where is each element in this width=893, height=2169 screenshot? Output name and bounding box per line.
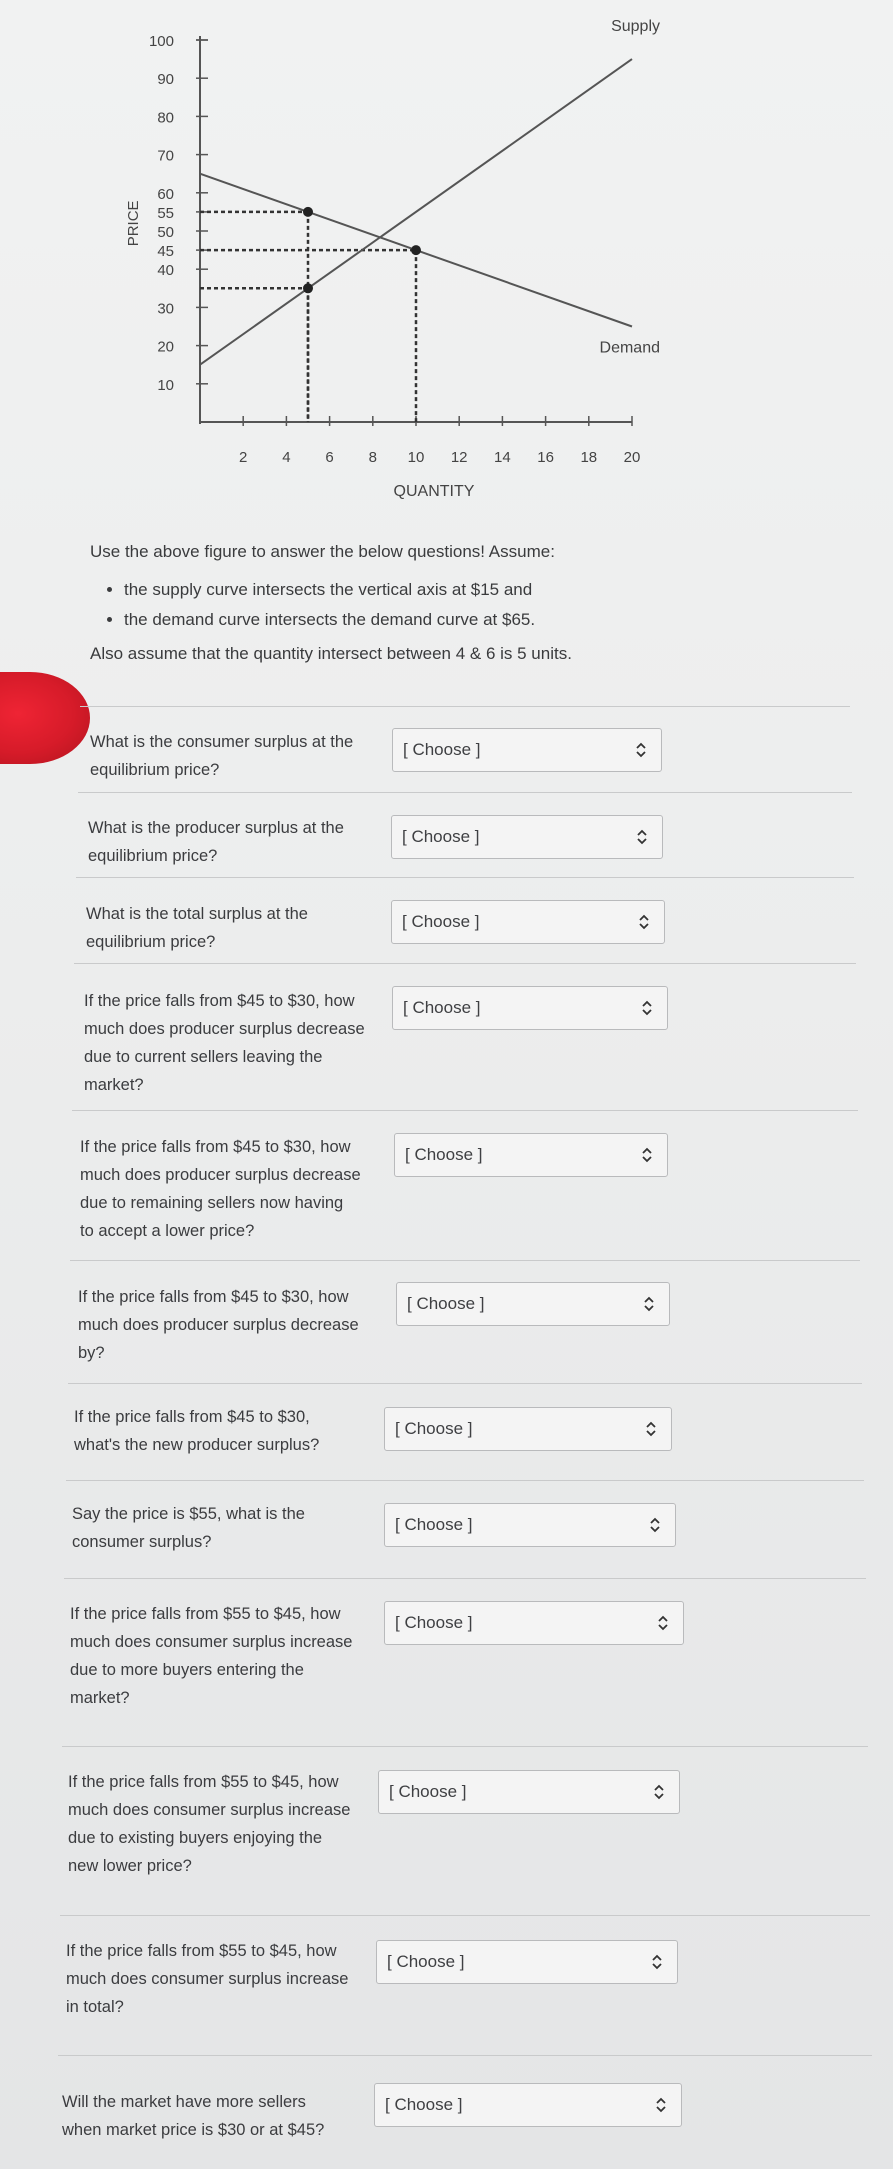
- chevron-updown-icon: [655, 2094, 667, 2116]
- question-line: by?: [78, 1344, 105, 1362]
- question-line: If the price falls from $45 to $30,: [74, 1408, 310, 1426]
- x-tick-label: 18: [580, 449, 598, 466]
- y-tick-label: 50: [157, 224, 174, 241]
- answer-dropdown[interactable]: [391, 900, 665, 944]
- chevron-updown-icon: [645, 1418, 657, 1440]
- question-line: What is the consumer surplus at the: [90, 733, 354, 751]
- marked-point: [303, 207, 313, 217]
- chevron-updown-icon: [657, 1612, 669, 1634]
- dropdown-value: [ Choose ]: [395, 1515, 473, 1534]
- question-divider: [74, 963, 856, 964]
- chevron-updown-icon: [649, 1514, 661, 1536]
- question-line: when market price is $30 or at $45?: [62, 2121, 325, 2139]
- question-line: If the price falls from $45 to $30, how: [78, 1288, 349, 1306]
- y-tick-label: 60: [157, 185, 174, 203]
- question-text: [68, 1768, 350, 1880]
- dropdown-value: [ Choose ]: [403, 998, 481, 1017]
- chevron-updown-icon: [653, 1781, 665, 1803]
- question-divider: [66, 1480, 864, 1481]
- answer-dropdown[interactable]: [392, 728, 662, 772]
- question-divider: [60, 1915, 870, 1916]
- question-text: [84, 987, 365, 1099]
- question-text: [86, 900, 308, 956]
- answer-dropdown[interactable]: [396, 1282, 670, 1326]
- question-text: [78, 1283, 359, 1367]
- x-tick-label: 10: [407, 449, 425, 466]
- question-line: to accept a lower price?: [80, 1222, 255, 1240]
- x-tick-label: 6: [325, 449, 334, 466]
- instructions: [90, 540, 790, 666]
- question-line: consumer surplus?: [72, 1533, 212, 1551]
- question-line: If the price falls from $55 to $45, how: [66, 1942, 337, 1960]
- supply-label: Supply: [611, 18, 660, 36]
- question-divider: [68, 1383, 862, 1384]
- y-tick-label: 90: [157, 71, 174, 89]
- question-text: [62, 2088, 324, 2144]
- chevron-updown-icon: [638, 911, 650, 933]
- question-line: market?: [84, 1076, 144, 1094]
- dropdown-value: [ Choose ]: [402, 912, 480, 931]
- marked-point: [411, 245, 421, 255]
- question-line: much does producer surplus decrease: [84, 1020, 365, 1038]
- question-divider: [62, 1746, 868, 1747]
- x-tick-label: 8: [368, 449, 377, 466]
- dropdown-value: [ Choose ]: [387, 1952, 465, 1971]
- question-line: due to remaining sellers now having: [80, 1194, 344, 1212]
- question-line: If the price falls from $55 to $45, how: [70, 1605, 341, 1623]
- marked-point: [303, 283, 313, 293]
- answer-dropdown[interactable]: [376, 1940, 678, 1984]
- x-tick-label: 12: [450, 449, 468, 466]
- supply-demand-chart: [0, 0, 893, 520]
- question-line: equilibrium price?: [90, 761, 220, 779]
- dropdown-value: [ Choose ]: [389, 1782, 467, 1801]
- dropdown-value: [ Choose ]: [407, 1294, 485, 1313]
- y-tick-label: 45: [157, 243, 174, 261]
- y-tick-label: 100: [148, 33, 174, 50]
- question-text: [88, 814, 344, 870]
- answer-dropdown[interactable]: [384, 1407, 672, 1451]
- assumption-list: [90, 578, 790, 632]
- chevron-updown-icon: [641, 1144, 653, 1166]
- question-text: [72, 1500, 305, 1556]
- question-line: much does consumer surplus increase: [70, 1633, 353, 1651]
- question-text: [90, 728, 353, 784]
- y-tick-label: 10: [157, 376, 174, 394]
- question-line: If the price falls from $45 to $30, how: [80, 1138, 351, 1156]
- answer-dropdown[interactable]: [374, 2083, 682, 2127]
- question-divider: [64, 1578, 866, 1579]
- question-divider: [76, 877, 854, 878]
- y-axis-label: PRICE: [125, 200, 142, 247]
- y-tick-label: 20: [157, 338, 174, 356]
- answer-dropdown[interactable]: [378, 1770, 680, 1814]
- question-line: due to current sellers leaving the: [84, 1048, 323, 1066]
- instructions-intro: Use the above figure to answer the below questions! Assume:: [90, 542, 555, 561]
- chevron-updown-icon: [641, 997, 653, 1019]
- answer-dropdown[interactable]: [391, 815, 663, 859]
- dropdown-value: [ Choose ]: [395, 1613, 473, 1632]
- question-divider: [80, 706, 850, 707]
- chevron-updown-icon: [651, 1951, 663, 1973]
- dropdown-value: [ Choose ]: [402, 827, 480, 846]
- x-tick-label: 20: [623, 449, 641, 466]
- chart-svg: [0, 0, 893, 520]
- answer-dropdown[interactable]: [384, 1503, 676, 1547]
- x-axis-label: QUANTITY: [393, 483, 475, 500]
- question-line: much does consumer surplus increase: [68, 1801, 351, 1819]
- answer-dropdown[interactable]: [392, 986, 668, 1030]
- y-tick-label: 30: [157, 300, 174, 318]
- answer-dropdown[interactable]: [394, 1133, 668, 1177]
- dropdown-value: [ Choose ]: [385, 2095, 463, 2114]
- y-tick-label: 70: [157, 147, 174, 165]
- answer-dropdown[interactable]: [384, 1601, 684, 1645]
- x-tick-label: 2: [239, 449, 248, 466]
- x-tick-label: 16: [537, 449, 554, 466]
- chevron-updown-icon: [636, 826, 648, 848]
- question-line: in total?: [66, 1998, 124, 2016]
- assumption-item: • the supply curve intersects the vertical axis at $15 and: [124, 578, 790, 602]
- dropdown-value: [ Choose ]: [395, 1419, 473, 1438]
- question-line: What is the producer surplus at the: [88, 819, 344, 837]
- question-line: What is the total surplus at the: [86, 905, 308, 923]
- y-tick-label: 40: [157, 262, 174, 280]
- question-line: market?: [70, 1689, 130, 1707]
- question-text: [74, 1403, 319, 1459]
- question-divider: [58, 2055, 872, 2056]
- question-line: equilibrium price?: [86, 933, 216, 951]
- dropdown-value: [ Choose ]: [405, 1145, 483, 1164]
- finger-overlay: [0, 672, 90, 764]
- chevron-updown-icon: [643, 1293, 655, 1315]
- question-divider: [72, 1110, 858, 1111]
- question-line: If the price falls from $45 to $30, how: [84, 992, 355, 1010]
- question-divider: [78, 792, 852, 793]
- chevron-updown-icon: [635, 739, 647, 761]
- dropdown-value: [ Choose ]: [403, 740, 481, 759]
- question-text: [80, 1133, 361, 1245]
- question-line: Will the market have more sellers: [62, 2093, 306, 2111]
- question-line: new lower price?: [68, 1857, 192, 1875]
- question-line: much does consumer surplus increase: [66, 1970, 349, 1988]
- question-line: due to existing buyers enjoying the: [68, 1829, 323, 1847]
- instructions-note: Also assume that the quantity intersect between 4 & 6 is 5 units.: [90, 644, 572, 663]
- demand-label: Demand: [599, 339, 660, 357]
- y-tick-label: 80: [157, 109, 174, 127]
- question-line: what's the new producer surplus?: [74, 1436, 320, 1454]
- question-line: equilibrium price?: [88, 847, 218, 865]
- question-line: due to more buyers entering the: [70, 1661, 304, 1679]
- question-text: [66, 1937, 348, 2021]
- question-text: [70, 1600, 352, 1712]
- x-tick-label: 4: [282, 449, 291, 466]
- question-line: Say the price is $55, what is the: [72, 1505, 305, 1523]
- x-tick-label: 14: [494, 449, 511, 466]
- question-line: If the price falls from $55 to $45, how: [68, 1773, 339, 1791]
- question-divider: [70, 1260, 860, 1261]
- question-line: much does producer surplus decrease: [78, 1316, 359, 1334]
- question-line: much does producer surplus decrease: [80, 1166, 361, 1184]
- assumption-item: • the demand curve intersects the demand curve at $65.: [124, 608, 790, 632]
- y-tick-label: 55: [157, 204, 174, 222]
